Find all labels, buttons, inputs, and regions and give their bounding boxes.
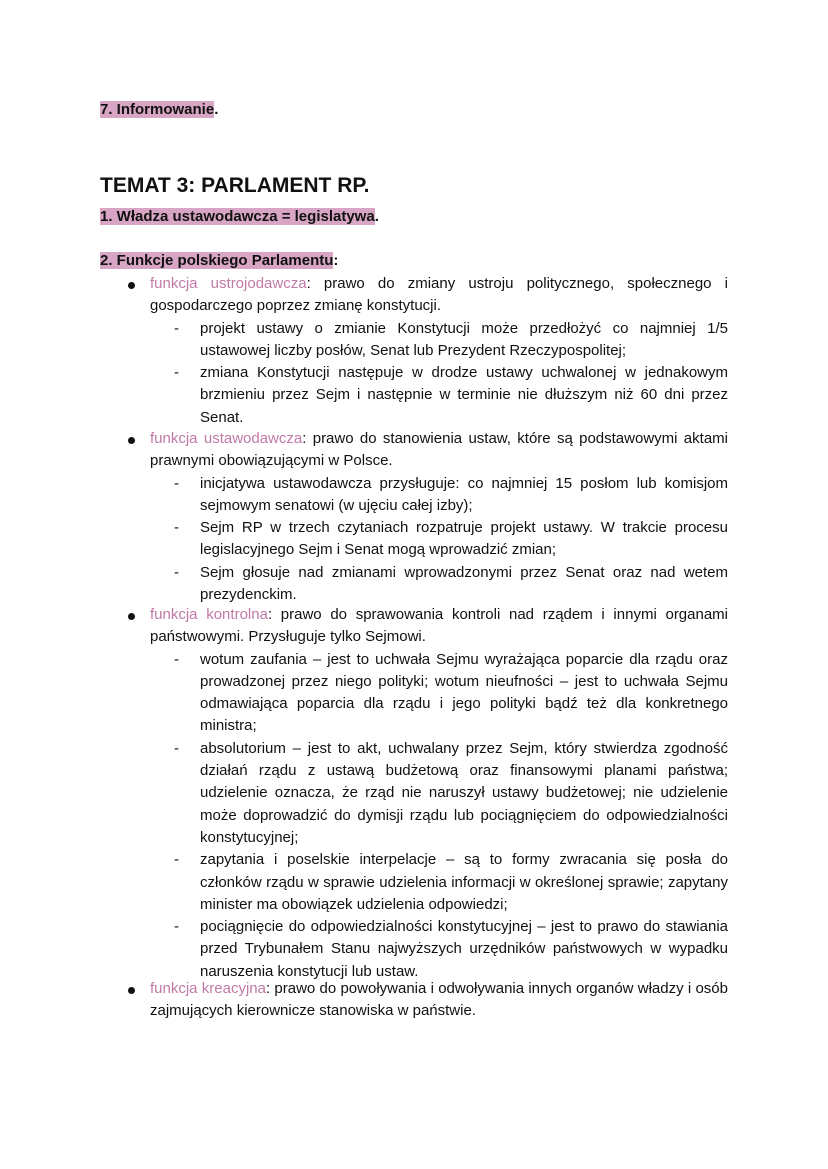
heading-informowanie: 7. Informowanie. <box>100 101 219 118</box>
page-title: TEMAT 3: PARLAMENT RP. <box>100 174 370 197</box>
sub-point: - Sejm RP w trzech czytaniach rozpatruje projekt ustawy. W trakcie procesu legislacyjnego Sejm i Senat mogą wprowadzić zmian; <box>174 519 728 559</box>
bullet-icon <box>128 613 135 620</box>
bullet-icon <box>128 282 135 289</box>
sub-point: - projekt ustawy o zmianie Konstytucji może przedłożyć co najmniej 1/5 ustawowej liczby posłów, Senat lub Prezydent Rzeczypospolitej; <box>174 319 728 359</box>
heading-funkcje-parlamentu: 2. Funkcje polskiego Parlamentu: <box>100 252 339 269</box>
function-kontrolna <box>122 604 728 983</box>
function-description: funkcja ustawodawcza: prawo do stanowienia ustaw, które są podstawowymi aktami prawnymi obowiązującymi w Polsce. <box>150 430 728 470</box>
sub-point: - Sejm głosuje nad zmianami wprowadzonymi przez Senat oraz nad wetem prezydenckim. <box>174 563 728 604</box>
sub-point: - absolutorium – jest to akt, uchwalany przez Sejm, który stwierdza zgodność działań rządu z ustawą budżetową oraz finansowymi planami państwa; udzielenie oznacza, że rząd nie naruszył ustawy budżetowej; nie udzielenie może doprowadzić do dymisji rządu lub pociągnięciem do odpowiedzialności konstytucyjnej; <box>174 739 728 846</box>
sub-point: - wotum zaufania – jest to uchwała Sejmu wyrażająca poparcie dla rządu oraz prowadzonej przez niego polityki; wotum nieufności – jest to uchwała Sejmu odmawiająca poparcia dla rządu i jego polityki bądź też dla konkretnego ministra; <box>174 650 728 735</box>
sub-point: - zmiana Konstytucji następuje w drodze ustawy uchwalonej w jednakowym brzmieniu przez Sejm i następnie w terminie nie dłuższym niż 60 dni przez Senat. <box>174 364 728 426</box>
heading-wladza-ustawodawcza: 1. Władza ustawodawcza = legislatywa. <box>100 208 379 225</box>
sub-point: - inicjatywa ustawodawcza przysługuje: co najmniej 15 posłom lub komisjom sejmowym senatowi (w ujęciu całej izby); <box>174 474 728 514</box>
function-kreacyjna <box>122 978 728 1023</box>
sub-point: - zapytania i poselskie interpelacje – są to formy zwracania się posła do członków rządu w sprawie udzielenia informacji w określonej sprawie; zapytany minister ma obowiązek udzielenia odpowiedzi; <box>174 851 728 913</box>
function-ustawodawcza <box>122 428 728 606</box>
sub-point: - pociągnięcie do odpowiedzialności konstytucyjnej – jest to prawo do stawiania przed Trybunałem Stanu najwyższych urzędników państwowych w wypadku naruszenia konstytucji lub ustaw. <box>174 918 728 980</box>
function-ustrojodawcza <box>122 273 728 429</box>
function-description: funkcja ustrojodawcza: prawo do zmiany ustroju politycznego, społecznego i gospodarczego poprzez zmianę konstytucji. <box>150 275 728 315</box>
bullet-icon <box>128 437 135 444</box>
function-description: funkcja kontrolna: prawo do sprawowania kontroli nad rządem i innymi organami państwowymi. Przysługuje tylko Sejmowi. <box>150 606 729 646</box>
function-description: funkcja kreacyjna: prawo do powoływania i odwoływania innych organów władzy i osób zajmujących kierownicze stanowiska w państwie. <box>150 980 728 1020</box>
bullet-icon <box>128 987 135 994</box>
